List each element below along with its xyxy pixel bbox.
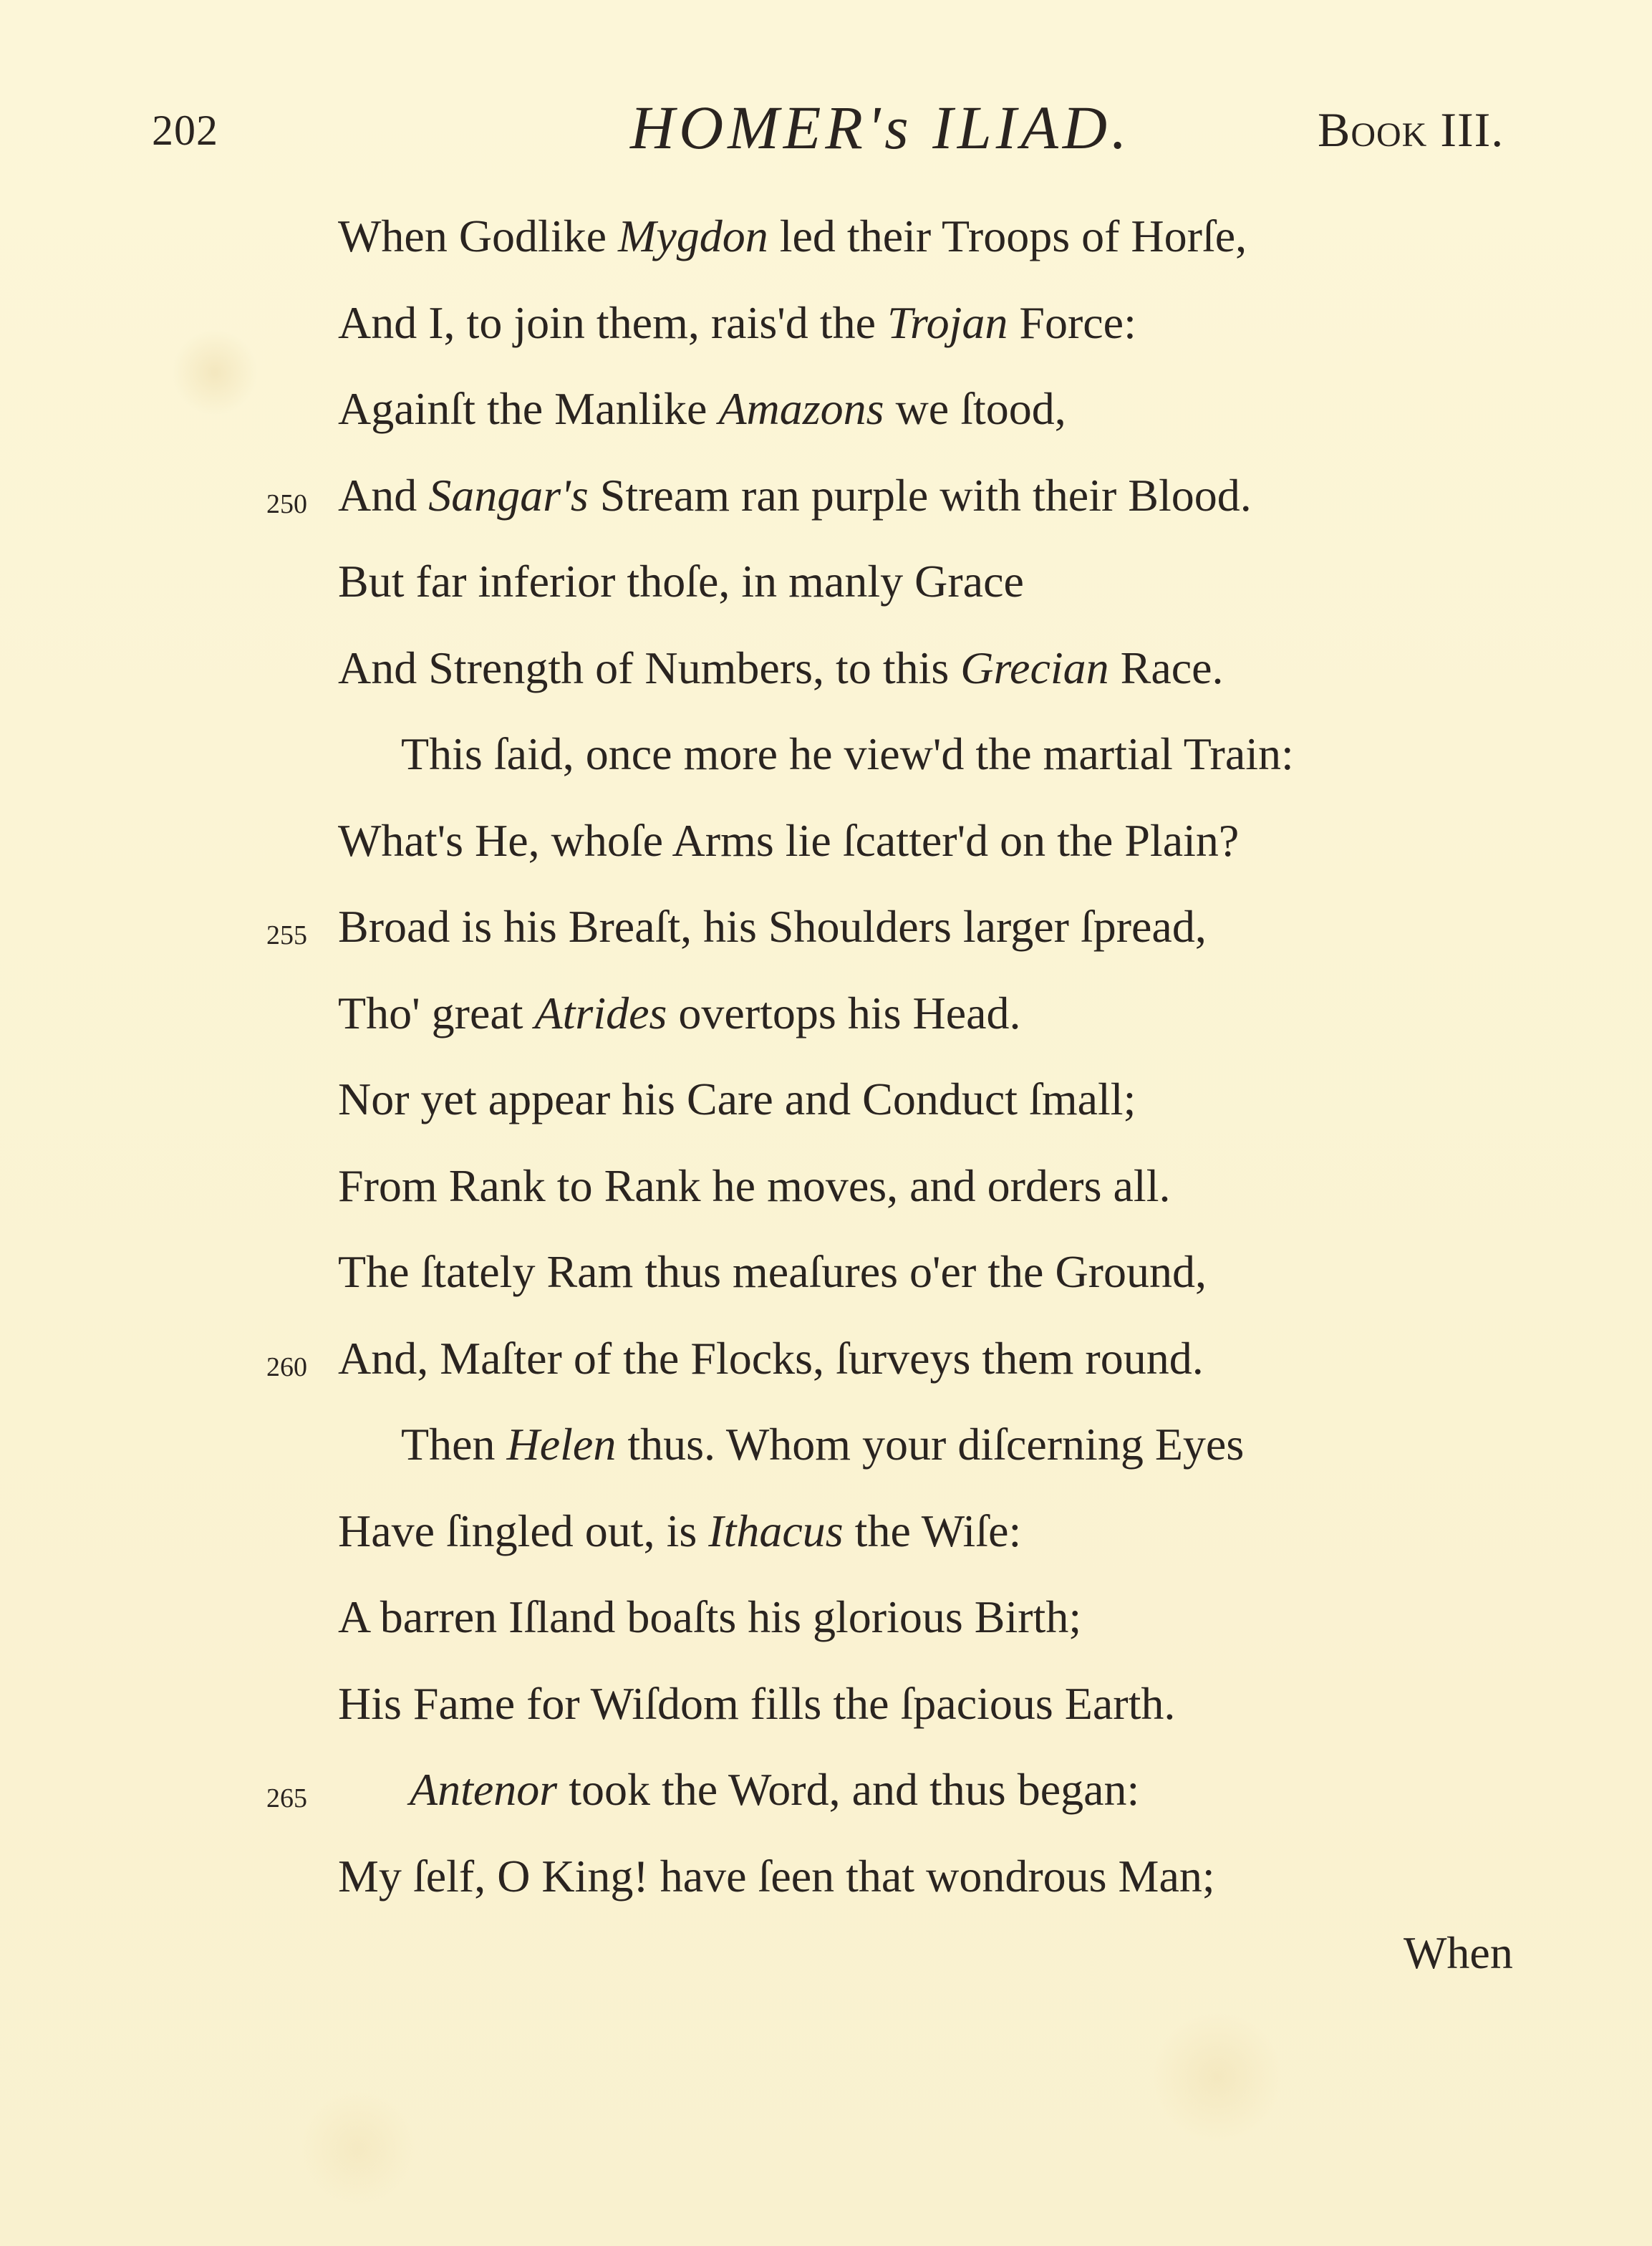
verse-text: Broad is his Breaſt, his Shoulders larger ſpread,	[338, 901, 1207, 952]
italic-name: Grecian	[960, 642, 1109, 693]
running-title: HOMER's ILIAD.	[630, 93, 1131, 162]
verse-line	[0, 1056, 1652, 1143]
verse-text: Againſt the Manlike Amazons we ſtood,	[338, 383, 1066, 434]
italic-name: Amazons	[718, 383, 884, 434]
verse-text: And I, to join them, rais'd the Trojan Force:	[338, 297, 1136, 348]
verse-line	[0, 1574, 1652, 1661]
verse-line	[0, 1833, 1652, 1920]
verse-line	[0, 970, 1652, 1057]
italic-name: Helen	[506, 1419, 617, 1470]
verse-line	[0, 366, 1652, 453]
verse-line	[0, 280, 1652, 367]
verse-line	[0, 625, 1652, 712]
italic-name: Antenor	[410, 1764, 558, 1815]
verse-line	[0, 884, 1652, 970]
verse-line	[0, 1488, 1652, 1575]
verse-block	[0, 193, 1652, 1919]
verse-text: A barren Iſland boaſts his glorious Birth;	[338, 1591, 1082, 1642]
verse-text: But far inferior thoſe, in manly Grace	[338, 556, 1024, 607]
verse-text: Antenor took the Word, and thus began:	[410, 1764, 1140, 1815]
italic-name: Mygdon	[618, 211, 768, 261]
italic-name: Atrides	[534, 987, 667, 1038]
verse-line	[0, 193, 1652, 280]
line-number: 265	[266, 1783, 307, 1813]
verse-text: Have ſingled out, is Ithacus the Wiſe:	[338, 1505, 1022, 1556]
verse-line	[0, 1402, 1652, 1488]
line-number: 255	[266, 920, 307, 950]
verse-line	[0, 1316, 1652, 1402]
verse-line	[0, 1747, 1652, 1833]
page-header	[0, 92, 1652, 178]
verse-text: The ſtately Ram thus meaſures o'er the Ground,	[338, 1246, 1207, 1297]
verse-text: And, Maſter of the Flocks, ſurveys them round.	[338, 1332, 1204, 1384]
book-label: Book III.	[1318, 102, 1504, 157]
verse-text: Then Helen thus. Whom your diſcerning Eyes	[401, 1419, 1245, 1470]
verse-text: Nor yet appear his Care and Conduct ſmall;	[338, 1074, 1136, 1124]
verse-text: This ſaid, once more he view'd the martial Train:	[401, 728, 1294, 779]
verse-line	[0, 1229, 1652, 1316]
italic-name: Sangar's	[428, 469, 589, 521]
italic-name: Trojan	[887, 297, 1008, 348]
verse-line	[0, 1661, 1652, 1748]
verse-text: From Rank to Rank he moves, and orders all.	[338, 1160, 1171, 1211]
verse-text: His Fame for Wiſdom fills the ſpacious Earth.	[338, 1677, 1176, 1729]
page-number: 202	[152, 107, 218, 154]
line-number: 260	[266, 1351, 307, 1382]
verse-text: Tho' great Atrides overtops his Head.	[338, 987, 1021, 1038]
verse-line	[0, 711, 1652, 798]
verse-line	[0, 539, 1652, 625]
verse-line	[0, 453, 1652, 539]
verse-text: What's He, whoſe Arms lie ſcatter'd on the Plain?	[338, 814, 1240, 866]
verse-line	[0, 798, 1652, 885]
line-number: 250	[266, 488, 307, 519]
verse-text: My ſelf, O King! have ſeen that wondrous Man;	[338, 1850, 1215, 1902]
italic-name: Ithacus	[708, 1505, 844, 1556]
catchword: When	[1404, 1927, 1513, 1978]
verse-line	[0, 1143, 1652, 1230]
verse-text: And Sangar's Stream ran purple with their Blood.	[338, 469, 1252, 521]
verse-text: When Godlike Mygdon led their Troops of Horſe,	[338, 211, 1247, 261]
verse-text: And Strength of Numbers, to this Grecian Race.	[338, 642, 1224, 693]
